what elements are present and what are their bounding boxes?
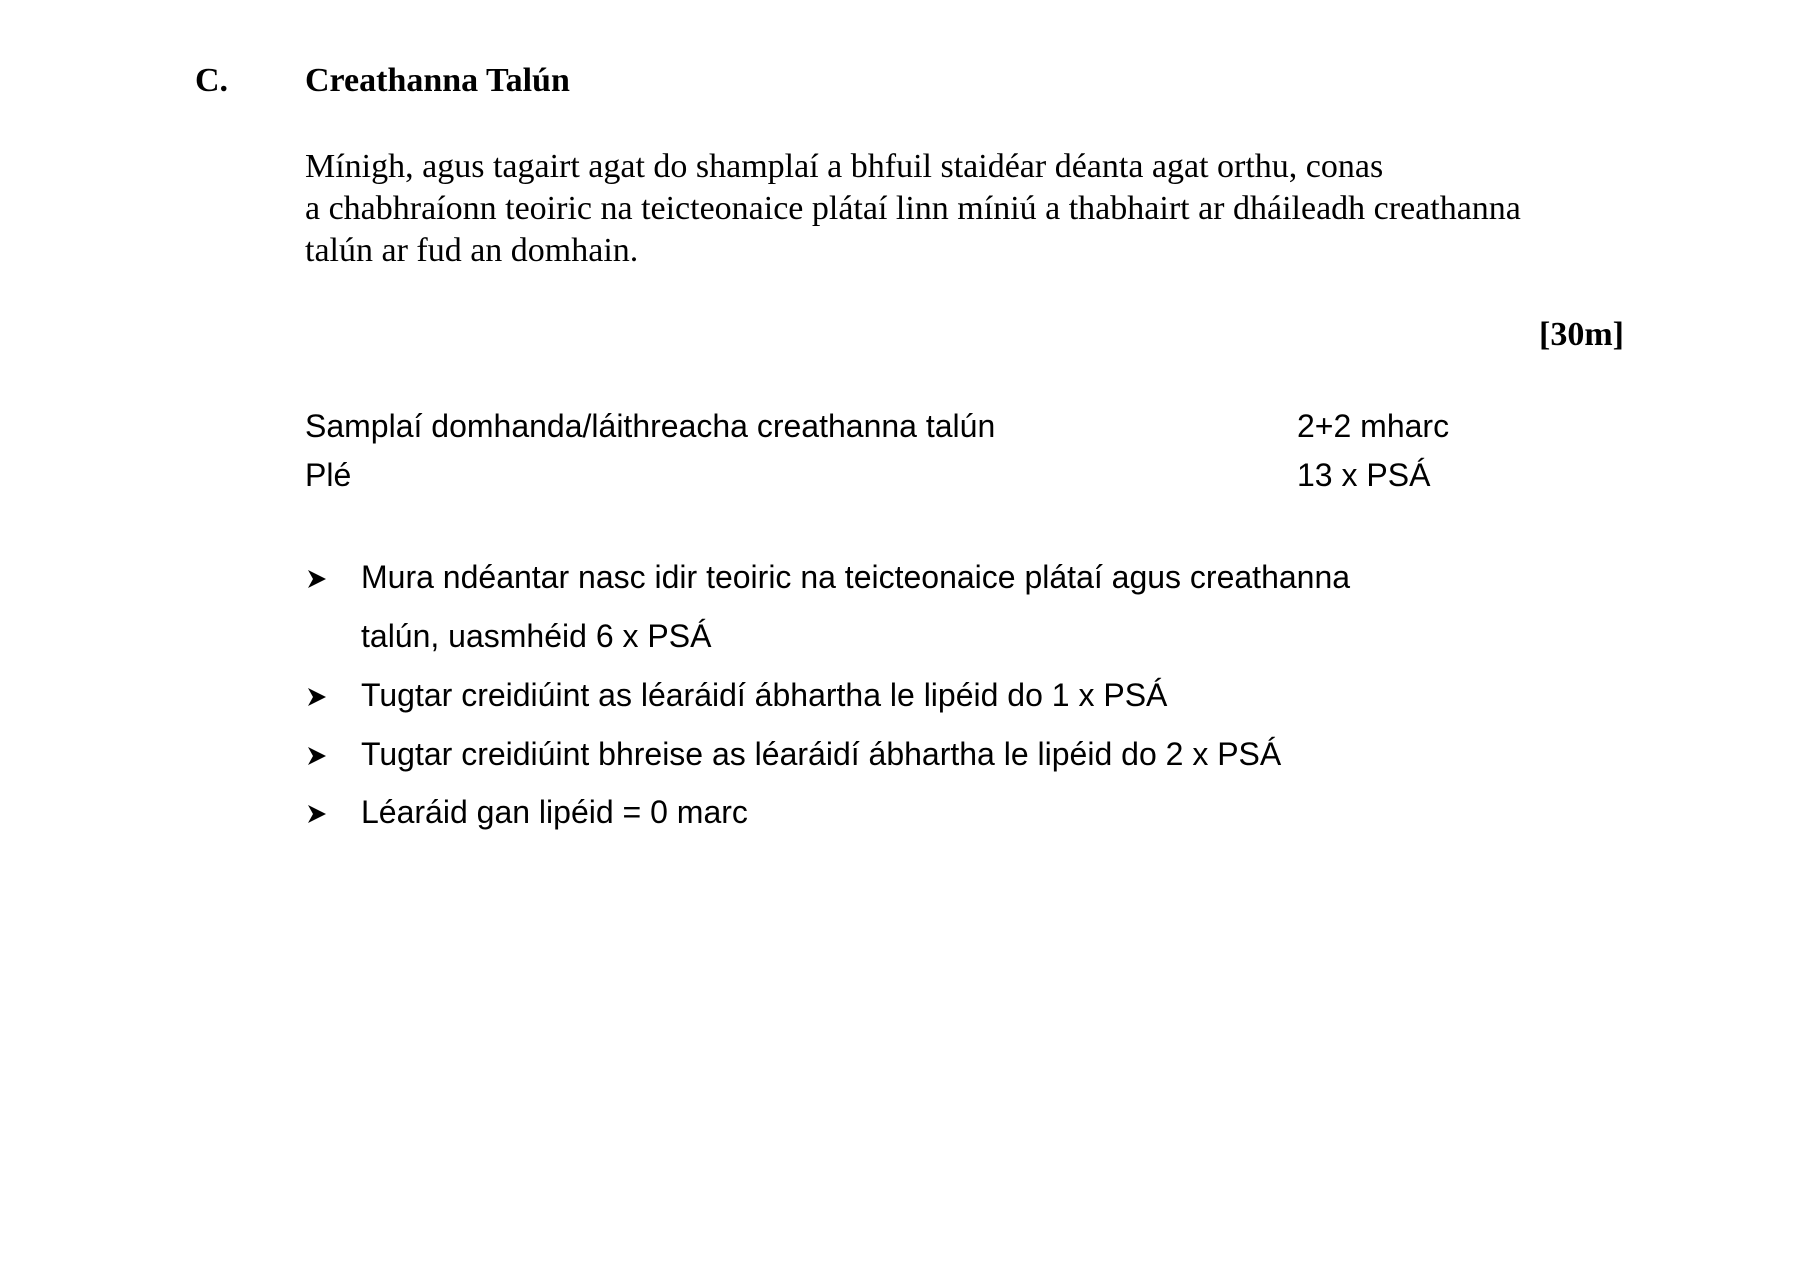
row-label: Samplaí domhanda/láithreacha creathanna talún [305,408,996,444]
section-title: Creathanna Talún [305,62,570,99]
bullet-text: talún, uasmhéid 6 x PSÁ [361,618,712,654]
bullet-text: Tugtar creidiúint as léaráidí ábhartha le lipéid do 1 x PSÁ [361,677,1168,713]
marks-total: [30m] [1539,316,1624,353]
row-label: Plé [305,457,352,493]
question-line: talún ar fud an domhain. [305,232,639,269]
row-value: 13 x PSÁ [1297,457,1431,493]
arrow-bullet-icon [305,744,329,768]
arrow-bullet-icon [305,802,329,826]
bullet-text: Tugtar creidiúint bhreise as léaráidí ábhartha le lipéid do 2 x PSÁ [361,736,1282,772]
row-value: 2+2 mharc [1297,408,1450,444]
question-line: a chabhraíonn teoiric na teicteonaice plátaí linn míniú a thabhairt ar dháileadh creathanna [305,190,1521,227]
arrow-bullet-icon [305,685,329,709]
section-letter: C. [195,62,229,99]
question-text [305,146,1521,272]
question-line: Mínigh, agus tagairt agat do shamplaí a bhfuil staidéar déanta agat orthu, conas [305,148,1384,185]
arrow-bullet-icon [305,567,329,591]
bullet-text: Mura ndéantar nasc idir teoiric na teicteonaice plátaí agus creathanna [361,559,1351,595]
bullet-text: Léaráid gan lipéid = 0 marc [361,794,748,830]
